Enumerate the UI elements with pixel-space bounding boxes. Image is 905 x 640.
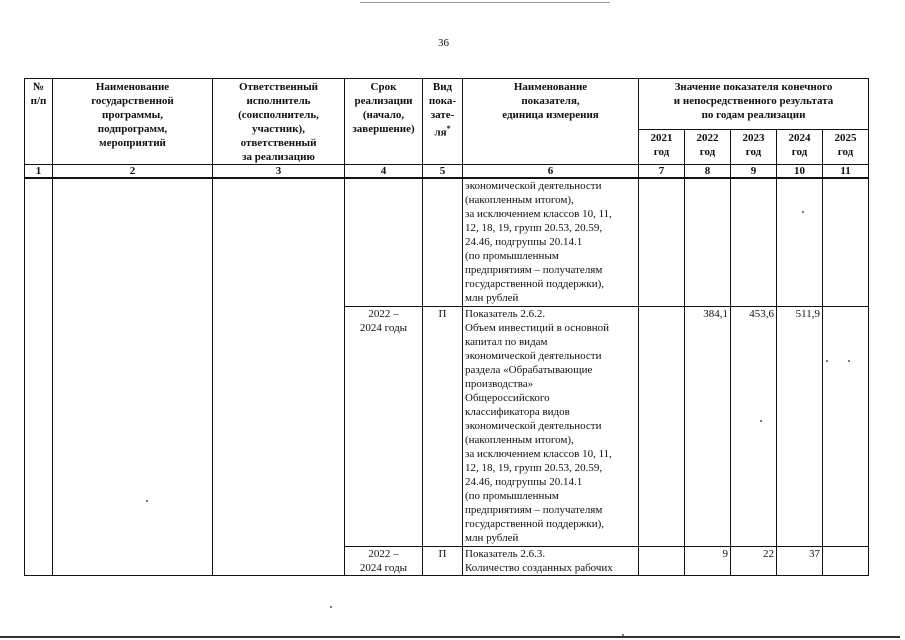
- header-responsible: Ответственный исполнитель (соисполнитель, участник), ответственный за реализацию: [213, 79, 345, 165]
- cell-value-2021: [639, 306, 685, 546]
- column-number: 5: [423, 165, 463, 179]
- header-indicator-name: Наименование показателя, единица измерения: [463, 79, 639, 165]
- cell-term: 2022 – 2024 годы: [345, 546, 423, 575]
- column-numbers-row: [25, 165, 869, 179]
- cell-value-2022: 384,1: [685, 306, 731, 546]
- header-year-2021: 2021 год: [639, 130, 685, 165]
- scan-speck: [622, 634, 624, 636]
- cell-number: [25, 178, 53, 575]
- header-year-2025: 2025 год: [823, 130, 869, 165]
- cell-value-2025: [823, 306, 869, 546]
- scan-artifact-top: [360, 2, 610, 3]
- cell-program-name: [53, 178, 213, 575]
- scan-artifact-bottom: [0, 636, 900, 638]
- column-number: 7: [639, 165, 685, 179]
- cell-term: 2022 – 2024 годы: [345, 306, 423, 546]
- program-table: [24, 78, 869, 576]
- cell-value-2023: 22: [731, 546, 777, 575]
- column-number: 9: [731, 165, 777, 179]
- column-number: 3: [213, 165, 345, 179]
- cell-indicator-description: Показатель 2.6.2. Объем инвестиций в основной капитал по видам экономической деятельности раздела «Обрабатывающие производства» Общероссийского классификатора видов экономической деятельности (накопленным итогом), за исключением классов 10, 11, 12, 18, 19, групп 20.53, 20.59, 24.46, подгруппы 20.14.1 (по промышленным предприятиям – получателям государственной поддержки), млн рублей: [463, 306, 639, 546]
- header-indicator-type: Вид пока- зате- ля*: [423, 79, 463, 165]
- column-number: 6: [463, 165, 639, 179]
- cell-indicator-description: экономической деятельности (накопленным итогом), за исключением классов 10, 11, 12, 18, 19, групп 20.53, 20.59, 24.46, подгруппы 20.14.1 (по промышленным предприятиям – получателям государственной поддержки), млн рублей: [463, 178, 639, 306]
- page-number: 36: [438, 37, 449, 49]
- cell-value-2025: [823, 178, 869, 306]
- cell-value-2024: 37: [777, 546, 823, 575]
- cell-value-2021: [639, 546, 685, 575]
- column-number: 8: [685, 165, 731, 179]
- cell-value-2025: [823, 546, 869, 575]
- cell-responsible: [213, 178, 345, 575]
- column-number: 1: [25, 165, 53, 179]
- header-year-2024: 2024 год: [777, 130, 823, 165]
- column-number: 2: [53, 165, 213, 179]
- cell-indicator-description: Показатель 2.6.3. Количество созданных рабочих: [463, 546, 639, 575]
- column-number: 10: [777, 165, 823, 179]
- cell-type: П: [423, 546, 463, 575]
- cell-value-2022: 9: [685, 546, 731, 575]
- cell-type: П: [423, 306, 463, 546]
- cell-value-2022: [685, 178, 731, 306]
- header-values-group: Значение показателя конечного и непосредственного результата по годам реализации: [639, 79, 869, 130]
- header-number: № п/п: [25, 79, 53, 165]
- header-term: Срок реализации (начало, завершение): [345, 79, 423, 165]
- cell-value-2021: [639, 178, 685, 306]
- table-row: [25, 178, 869, 306]
- scan-speck: [330, 606, 332, 608]
- cell-value-2024: 511,9: [777, 306, 823, 546]
- cell-term: [345, 178, 423, 306]
- cell-value-2024: [777, 178, 823, 306]
- column-number: 11: [823, 165, 869, 179]
- column-number: 4: [345, 165, 423, 179]
- cell-value-2023: [731, 178, 777, 306]
- header-program-name: Наименование государственной программы, подпрограмм, мероприятий: [53, 79, 213, 165]
- header-year-2023: 2023 год: [731, 130, 777, 165]
- cell-type: [423, 178, 463, 306]
- cell-value-2023: 453,6: [731, 306, 777, 546]
- header-year-2022: 2022 год: [685, 130, 731, 165]
